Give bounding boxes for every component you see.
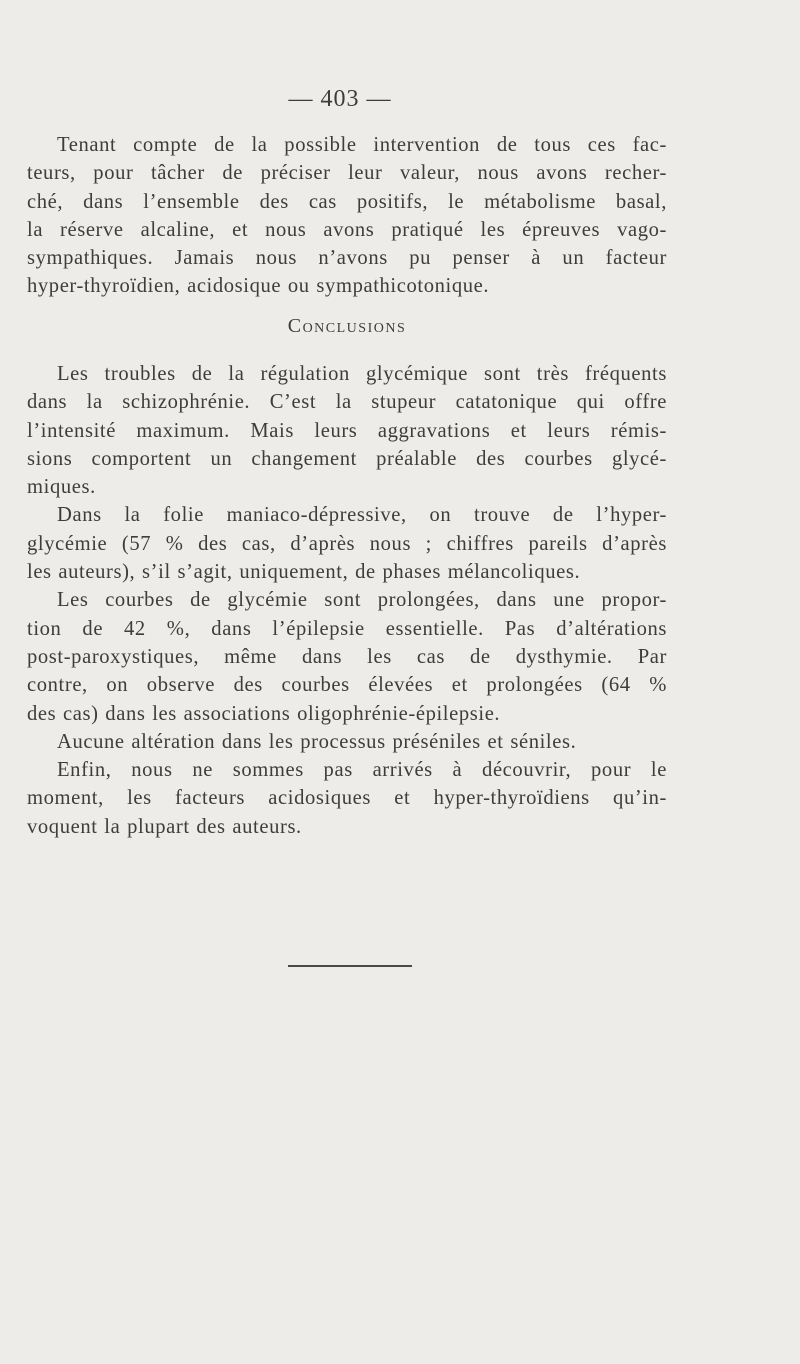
conclusions-body	[27, 360, 667, 841]
text-line: dans la schizophrénie. C’est la stupeur catatonique qui offre	[27, 391, 667, 414]
text-line: sympathiques. Jamais nous n’avons pu penser à un facteur	[27, 247, 667, 270]
end-rule	[288, 965, 412, 967]
intro-paragraph	[27, 131, 667, 301]
text-line: Dans la folie maniaco-dépressive, on trouve de l’hyper-	[57, 504, 667, 527]
text-line: sions comportent un changement préalable des courbes glycé-	[27, 447, 667, 470]
text-line: glycémie (57 % des cas, d’après nous ; chiffres pareils d’après	[27, 532, 667, 555]
text-line: des cas) dans les associations oligophrénie-épilepsie.	[27, 702, 501, 725]
text-line: contre, on observe des courbes élevées et prolongées (64 %	[27, 674, 667, 697]
text-line: Aucune altération dans les processus préséniles et séniles.	[57, 730, 577, 753]
text-line: ché, dans l’ensemble des cas positifs, le métabolisme basal,	[27, 190, 667, 213]
text-line: Les troubles de la régulation glycémique sont très fréquents	[57, 363, 667, 385]
text-line: la réserve alcaline, et nous avons pratiqué les épreuves vago-	[27, 218, 667, 241]
page-number: — 403 —	[288, 86, 392, 112]
text-line: post-paroxystiques, même dans les cas de dysthymie. Par	[27, 645, 667, 668]
text-line: teurs, pour tâcher de préciser leur valeur, nous avons recher-	[27, 162, 667, 185]
section-title: Conclusions	[287, 315, 407, 337]
text-line: Tenant compte de la possible intervention de tous ces fac-	[57, 134, 667, 156]
text-line: les auteurs), s’il s’agit, uniquement, de phases mélancoliques.	[27, 561, 581, 584]
text-line: Enfin, nous ne sommes pas arrivés à découvrir, pour le	[57, 759, 667, 782]
text-line: hyper-thyroïdien, acidosique ou sympathicotonique.	[27, 275, 490, 298]
text-line: miques.	[27, 476, 96, 499]
text-line: voquent la plupart des auteurs.	[27, 815, 302, 838]
text-line: tion de 42 %, dans l’épilepsie essentielle. Pas d’altérations	[27, 617, 667, 640]
text-line: moment, les facteurs acidosiques et hyper-thyroïdiens qu’in-	[27, 787, 667, 810]
text-line: l’intensité maximum. Mais leurs aggravations et leurs rémis-	[27, 419, 667, 442]
text-line: Les courbes de glycémie sont prolongées, dans une propor-	[57, 589, 667, 612]
